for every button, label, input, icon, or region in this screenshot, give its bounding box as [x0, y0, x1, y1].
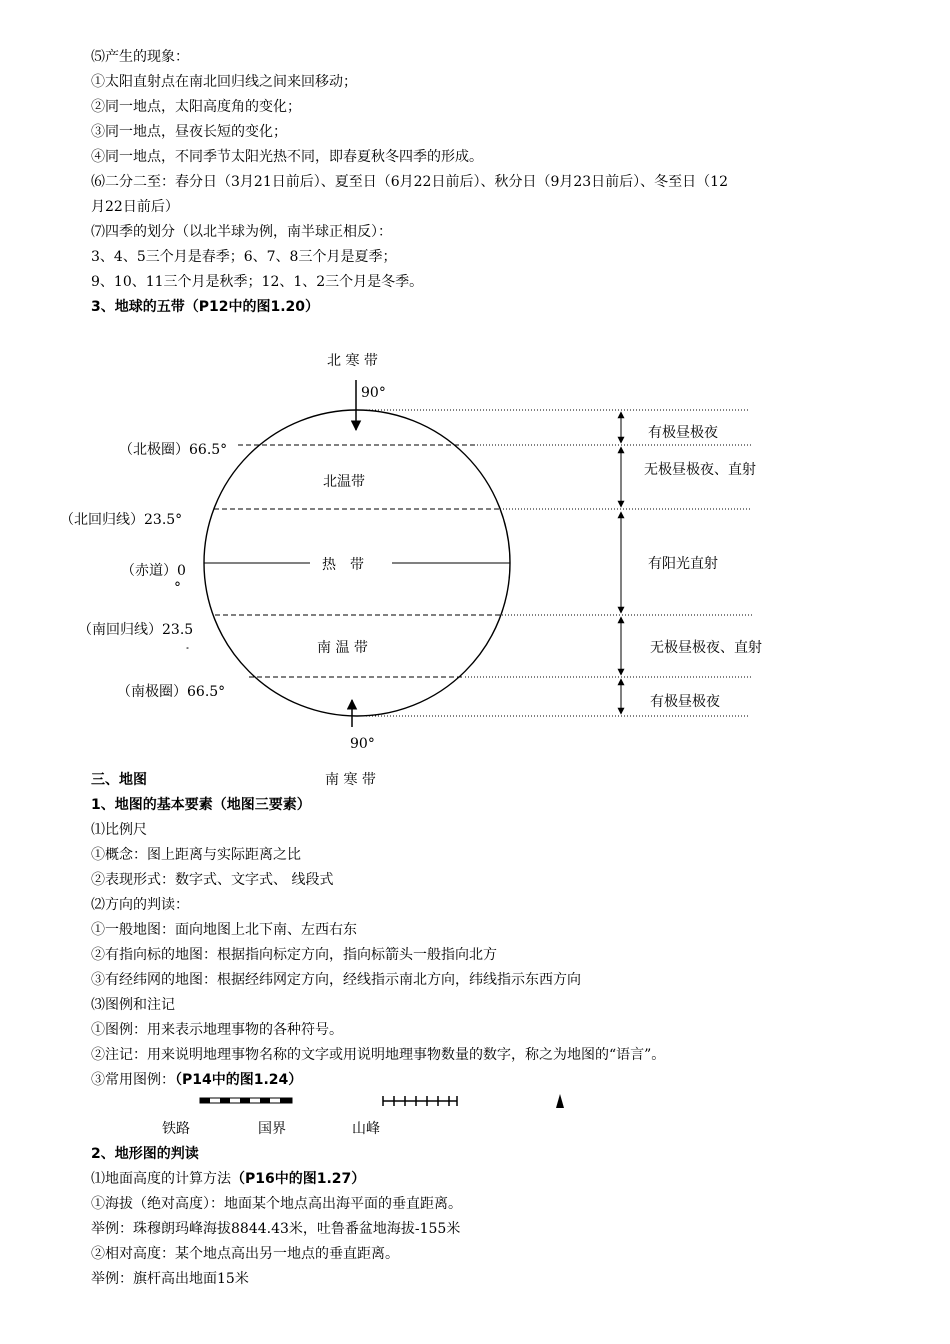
text-line: ②有指向标的地图：根据指向标定方向，指向标箭头一般指向北方 — [91, 947, 497, 963]
text-line: ⑶图例和注记 — [91, 997, 175, 1013]
tropic-cancer-label: （北回归线）23.5° — [60, 512, 183, 528]
section-heading-five-zones: 3、地球的五带（P12中的图1.20） — [91, 299, 320, 315]
text-line: ①太阳直射点在南北回归线之间来回移动； — [91, 74, 357, 90]
mountain-peak-icon — [556, 1094, 564, 1108]
railway-symbol — [200, 1098, 292, 1103]
right-label-temperate-bottom: 无极昼极夜、直射 — [650, 640, 762, 656]
degree-90-top: 90° — [361, 385, 386, 401]
text-line: ①概念：图上距离与实际距离之比 — [91, 847, 301, 863]
text-line: ②注记：用来说明地理事物名称的文字或用说明地理事物数量的数字，称之为地图的“语言”。 — [91, 1047, 666, 1063]
degree-90-bottom: 90° — [350, 736, 375, 752]
legend-peak-label: 山峰 — [352, 1121, 380, 1137]
five-zones-diagram — [0, 330, 950, 765]
text-line: ⑺四季的划分（以北半球为例，南半球正相反）： — [91, 224, 392, 240]
text-line: 1、地图的基本要素（地图三要素） — [91, 797, 311, 813]
text-line: 举例：旗杆高出地面15米 — [91, 1271, 249, 1287]
tropic-capricorn-degree: ° — [186, 647, 189, 654]
text-line: 9、10、11三个月是秋季；12、1、2三个月是冬季。 — [91, 274, 424, 290]
legend-heading-line — [91, 1070, 302, 1090]
equator-degree-mark: ° — [174, 580, 181, 596]
border-symbol — [383, 1096, 457, 1106]
text-line: ②相对高度：某个地点高出另一地点的垂直距离。 — [91, 1246, 399, 1262]
torrid-zone-label: 热 带 — [322, 557, 364, 573]
terrain-subheading-ref: （P16中的图1.27） — [231, 1171, 366, 1187]
text-line: 举例：珠穆朗玛峰海拔8844.43米，吐鲁番盆地海拔-155米 — [91, 1221, 461, 1237]
text-line: ⑸产生的现象： — [91, 49, 189, 65]
text-line: ①海拔（绝对高度）：地面某个地点高出海平面的垂直距离。 — [91, 1196, 462, 1212]
text-line: ⑵方向的判读： — [91, 897, 189, 913]
text-line: ①图例：用来表示地理事物的各种符号。 — [91, 1022, 343, 1038]
text-line: ③有经纬网的地图：根据经纬网定方向，经线指示南北方向，纬线指示东西方向 — [91, 972, 581, 988]
legend-railway-label: 铁路 — [162, 1121, 190, 1137]
right-label-polar-bottom: 有极昼极夜 — [650, 694, 720, 710]
legend-heading-ref: （P14中的图1.24） — [175, 1072, 303, 1088]
equator-label: （赤道）0 — [121, 563, 186, 579]
tropic-capricorn-label: （南回归线）23.5 — [78, 622, 194, 638]
legend-heading-prefix: ③常用图例： — [91, 1072, 175, 1088]
text-line: ①一般地图：面向地图上北下南、左西右东 — [91, 922, 357, 938]
common-legend — [0, 1088, 950, 1148]
south-frigid-label: 南 寒 带 — [325, 772, 376, 788]
south-temperate-label: 南 温 带 — [317, 640, 368, 656]
right-label-polar-top: 有极昼极夜 — [648, 425, 718, 441]
text-line: 3、4、5三个月是春季；6、7、8三个月是夏季； — [91, 249, 397, 265]
text-line — [91, 1169, 365, 1189]
north-temperate-label: 北温带 — [323, 474, 365, 490]
terrain-subheading: ⑴地面高度的计算方法 — [91, 1171, 231, 1187]
arctic-circle-label: （北极圈）66.5° — [119, 442, 228, 458]
antarctic-circle-label: （南极圈）66.5° — [117, 684, 226, 700]
legend-border-label: 国界 — [258, 1121, 286, 1137]
section-heading-map: 三、地图 — [91, 772, 147, 788]
text-line: ②同一地点，太阳高度角的变化； — [91, 99, 301, 115]
text-line: ⑹二分二至：春分日（3月21日前后）、夏至日（6月22日前后）、秋分日（9月23日前后）、冬至日（12 — [91, 174, 728, 190]
text-line: 月22日前后） — [91, 199, 179, 215]
text-line: ④同一地点，不同季节太阳光热不同，即春夏秋冬四季的形成。 — [91, 149, 483, 165]
text-line: ③同一地点，昼夜长短的变化； — [91, 124, 287, 140]
text-line: 2、地形图的判读 — [91, 1146, 199, 1162]
right-label-temperate-top: 无极昼极夜、直射 — [644, 462, 756, 478]
north-frigid-label: 北 寒 带 — [327, 353, 378, 369]
right-label-torrid: 有阳光直射 — [648, 556, 718, 572]
text-line: ⑴比例尺 — [91, 822, 147, 838]
text-line: ②表现形式：数字式、文字式、 线段式 — [91, 872, 334, 888]
